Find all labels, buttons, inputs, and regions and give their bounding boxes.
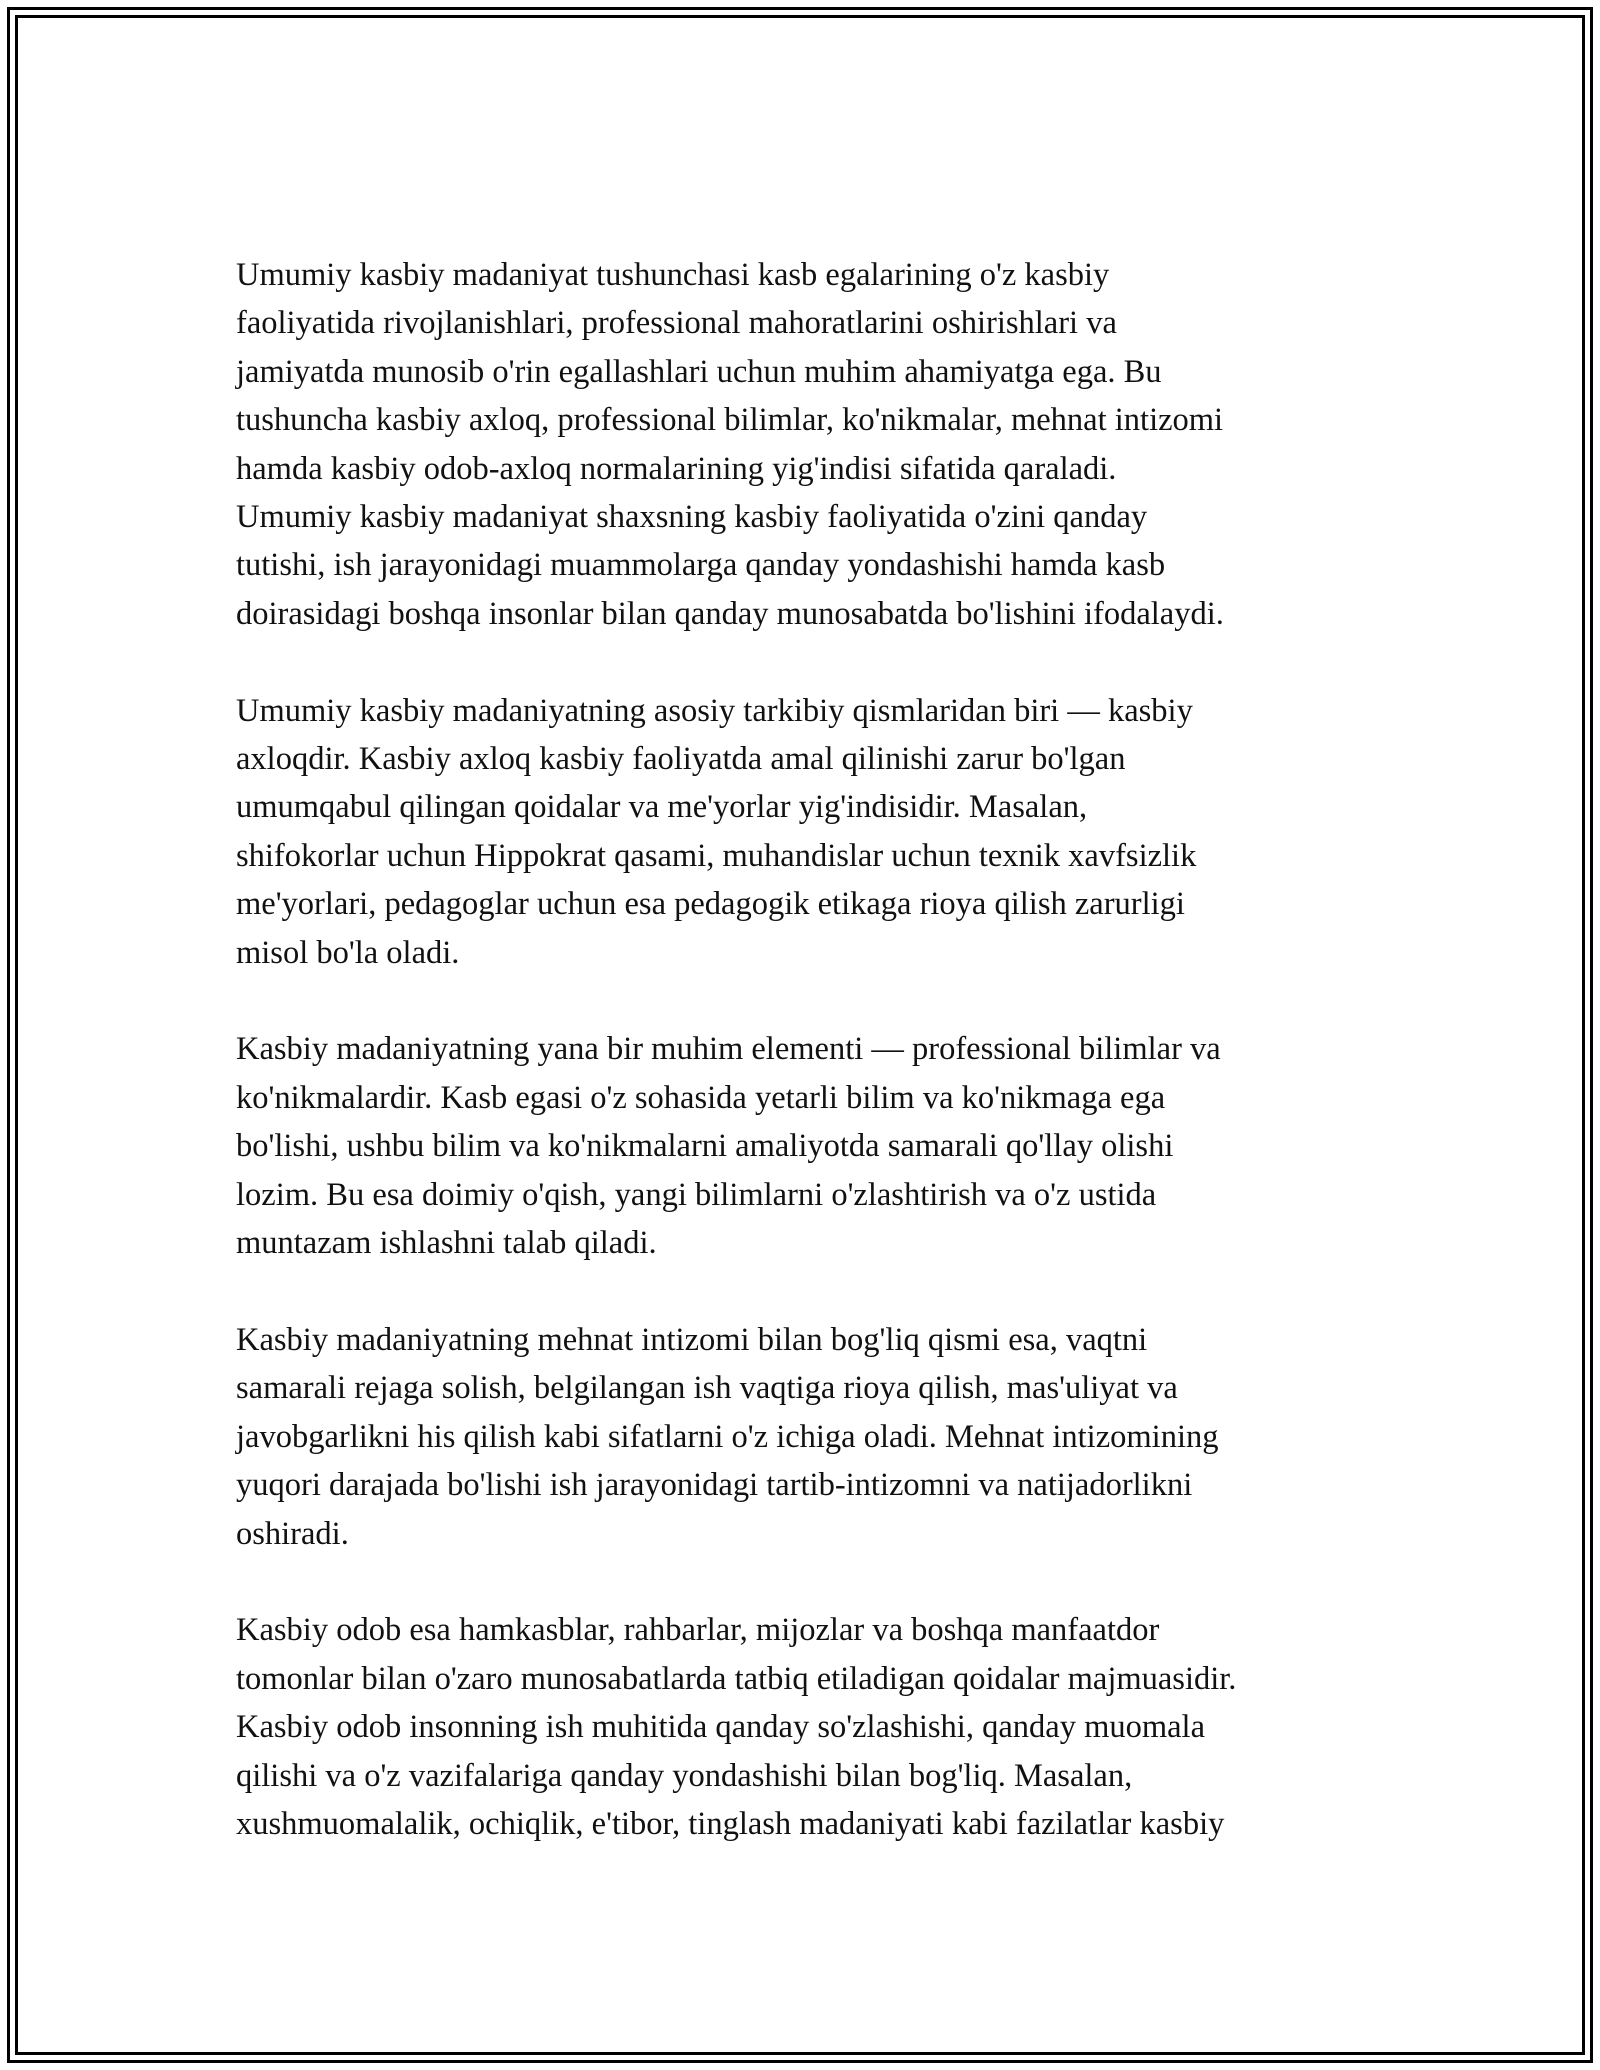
text-line: misol bo'la oladi.	[236, 934, 460, 971]
paragraph-4	[236, 1316, 1376, 1558]
text-line: shifokorlar uchun Hippokrat qasami, muhandislar uchun texnik xavfsizlik	[236, 837, 1197, 874]
text-line: hamda kasbiy odob-axloq normalarining yig'indisi sifatida qaraladi.	[236, 450, 1117, 487]
text-line: muntazam ishlashni talab qiladi.	[236, 1225, 657, 1262]
text-line: Kasbiy madaniyatning yana bir muhim elementi — professional bilimlar va	[236, 1031, 1221, 1068]
paragraph-3	[236, 1025, 1376, 1267]
text-line: Kasbiy madaniyatning mehnat intizomi bilan bog'liq qismi esa, vaqtni	[236, 1321, 1148, 1358]
document-body	[236, 251, 1376, 1848]
text-line: tutishi, ish jarayonidagi muammolarga qanday yondashishi hamda kasb	[236, 547, 1166, 584]
text-line: faoliyatida rivojlanishlari, professional mahoratlarini oshirishlari va	[236, 305, 1117, 342]
text-line: oshiradi.	[236, 1515, 349, 1552]
paragraph-5	[236, 1606, 1376, 1848]
text-line: Kasbiy odob esa hamkasblar, rahbarlar, mijozlar va boshqa manfaatdor	[236, 1612, 1160, 1649]
paragraph-2	[236, 687, 1376, 977]
text-line: javobgarlikni his qilish kabi sifatlarni o'z ichiga oladi. Mehnat intizomining	[236, 1418, 1219, 1455]
text-line: Kasbiy odob insonning ish muhitida qanday so'zlashishi, qanday muomala	[236, 1709, 1206, 1746]
text-line: xushmuomalalik, ochiqlik, e'tibor, tinglash madaniyati kabi fazilatlar kasbiy	[236, 1805, 1225, 1842]
text-line: Umumiy kasbiy madaniyat tushunchasi kasb egalarining o'z kasbiy	[236, 257, 1110, 293]
text-line: Umumiy kasbiy madaniyat shaxsning kasbiy faoliyatida o'zini qanday	[236, 499, 1148, 536]
text-line: doirasidagi boshqa insonlar bilan qanday munosabatda bo'lishini ifodalaydi.	[236, 595, 1224, 632]
text-line: lozim. Bu esa doimiy o'qish, yangi bilimlarni o'zlashtirish va o'z ustida	[236, 1176, 1157, 1213]
text-line: tomonlar bilan o'zaro munosabatlarda tatbiq etiladigan qoidalar majmuasidir.	[236, 1660, 1237, 1697]
text-line: me'yorlari, pedagoglar uchun esa pedagogik etikaga rioya qilish zarurligi	[236, 886, 1185, 923]
text-line: axloqdir. Kasbiy axloq kasbiy faoliyatda amal qilinishi zarur bo'lgan	[236, 741, 1126, 778]
paragraph-1	[236, 251, 1376, 638]
text-line: qilishi va o'z vazifalariga qanday yondashishi bilan bog'liq. Masalan,	[236, 1757, 1133, 1794]
text-line: samarali rejaga solish, belgilangan ish vaqtiga rioya qilish, mas'uliyat va	[236, 1370, 1178, 1407]
text-line: ko'nikmalardir. Kasb egasi o'z sohasida yetarli bilim va ko'nikmaga ega	[236, 1079, 1166, 1116]
text-line: umumqabul qilingan qoidalar va me'yorlar yig'indisidir. Masalan,	[236, 789, 1088, 826]
text-line: tushuncha kasbiy axloq, professional bilimlar, ko'nikmalar, mehnat intizomi	[236, 402, 1224, 439]
text-line: bo'lishi, ushbu bilim va ko'nikmalarni amaliyotda samarali qo'llay olishi	[236, 1128, 1174, 1165]
text-line: yuqori darajada bo'lishi ish jarayonidagi tartib-intizomni va natijadorlikni	[236, 1467, 1193, 1504]
text-line: Umumiy kasbiy madaniyatning asosiy tarkibiy qismlaridan biri — kasbiy	[236, 692, 1193, 729]
text-line: jamiyatda munosib o'rin egallashlari uchun muhim ahamiyatga ega. Bu	[236, 353, 1162, 390]
